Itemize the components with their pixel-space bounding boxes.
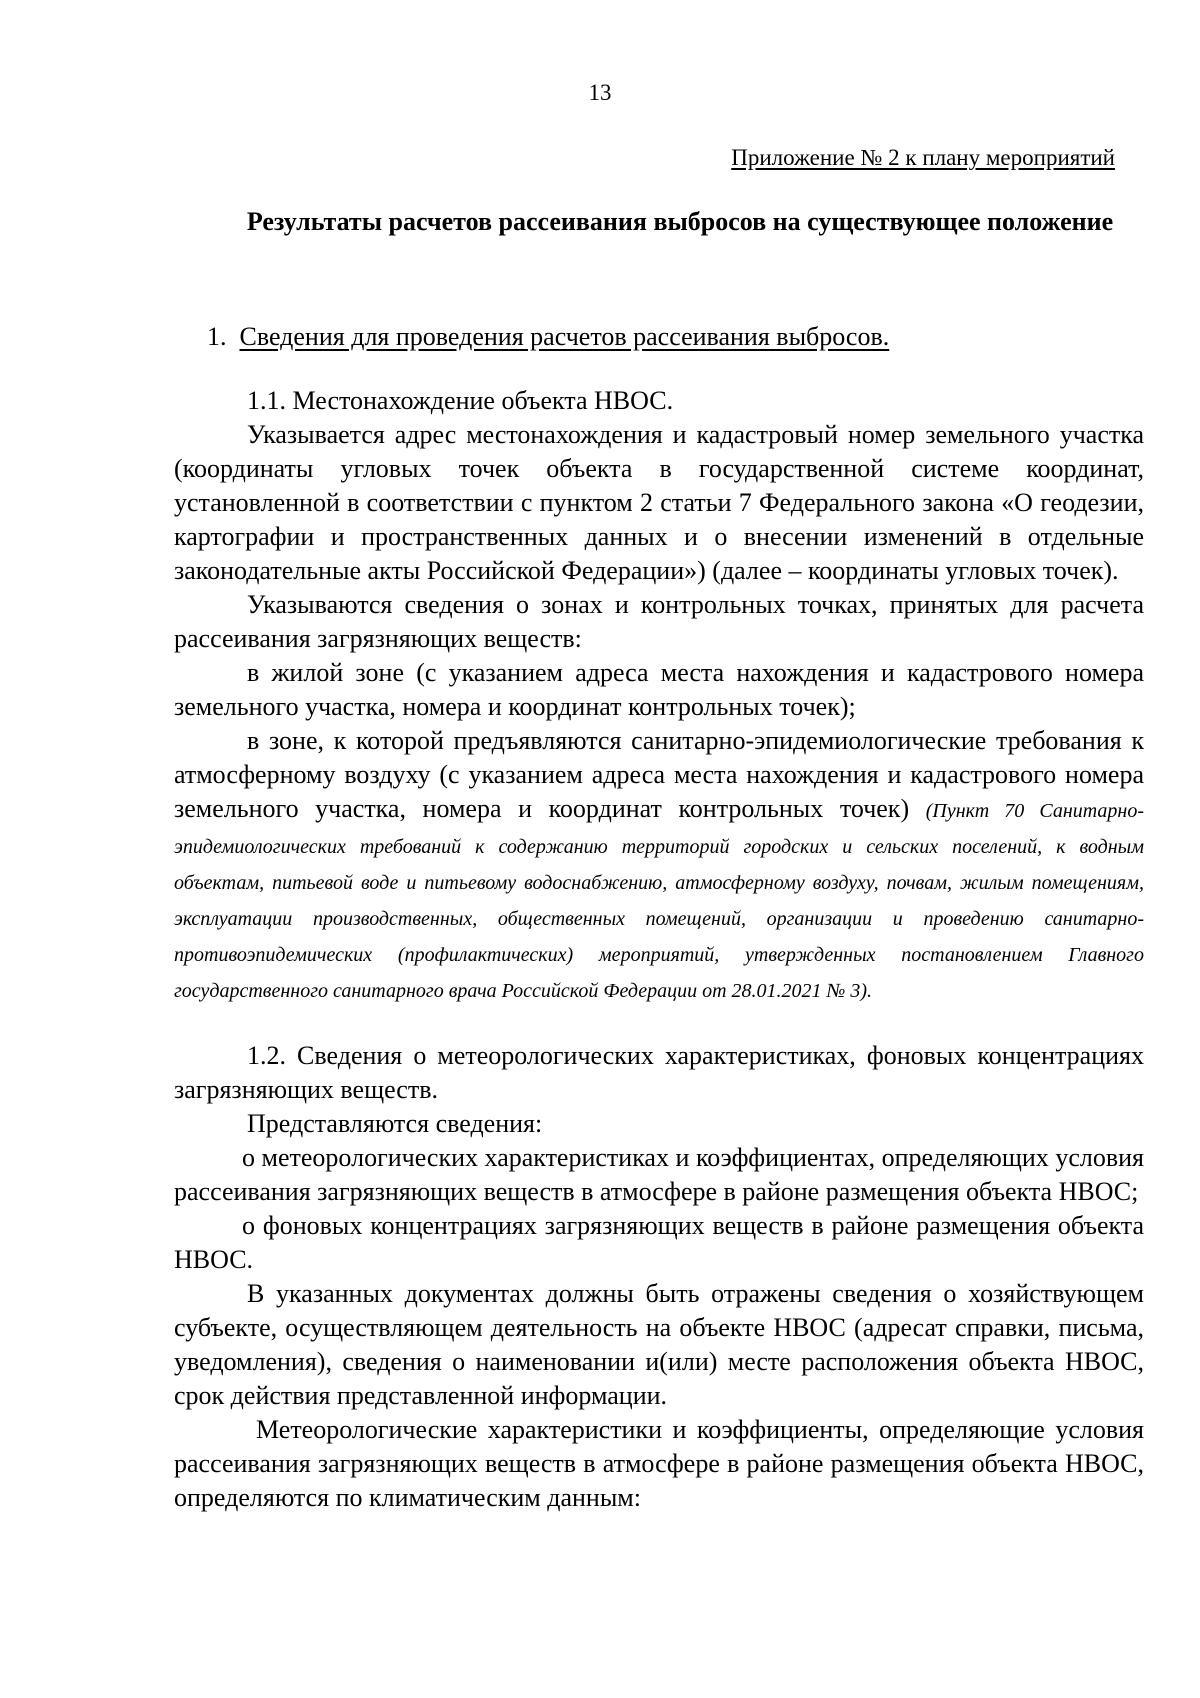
annex-label: Приложение № 2 к плану мероприятий: [731, 145, 1115, 170]
subsection-1-2-heading: 1.2. Сведения о метеорологических характеристиках, фоновых концентрациях загрязняющих веществ.: [174, 1041, 1144, 1104]
paragraph-provided-info: Представляются сведения:: [247, 1109, 543, 1138]
sanitary-zone-text: в зоне, к которой предъявляются санитарно-эпидемиологические требования к атмосферному воздуху (с указанием адреса места нахождения и кадастрового номера земельного участка, номера и координат контрольных точек): [174, 726, 1144, 823]
section-1-heading: [207, 320, 889, 354]
document-title: Результаты расчетов рассеивания выбросов на существующее положение: [246, 207, 1114, 236]
paragraph-meteorological: о метеорологических характеристиках и коэффициентах, определяющих условия рассеивания загрязняющих веществ в атмосфере в районе размещения объекта НВОС;: [174, 1143, 1144, 1206]
paragraph-zones: Указываются сведения о зонах и контрольных точках, принятых для расчета рассеивания загрязняющих веществ:: [174, 590, 1144, 653]
subsection-1-1-heading: 1.1. Местонахождение объекта НВОС.: [247, 386, 674, 415]
body-text: [174, 384, 1144, 1515]
section-1-number: 1.: [207, 322, 227, 351]
paragraph-sanitary-zone: [174, 724, 1144, 1008]
paragraph-address: Указывается адрес местонахождения и кадастровый номер земельного участка (координаты угловых точек объекта в государственной системе координат, установленной в соответствии с пунктом 2 статьи 7 Федерального закона «О геодезии, картографии и пространственных данных и о внесении изменений в отдельные законодательные акты Российской Федерации») (далее – координаты угловых точек).: [174, 420, 1144, 585]
section-1-title: Сведения для проведения расчетов рассеивания выбросов.: [239, 322, 890, 351]
paragraph-residential-zone: в жилой зоне (с указанием адреса места нахождения и кадастрового номера земельного участка, номера и координат контрольных точек);: [174, 658, 1144, 721]
section-spacer: [174, 1008, 1144, 1039]
paragraph-climatic-data: Метеорологические характеристики и коэффициенты, определяющие условия рассеивания загрязняющих веществ в атмосфере в районе размещения объекта НВОС, определяются по климатическим данным:: [174, 1415, 1144, 1512]
legal-reference-note: (Пункт 70 Санитарно-эпидемиологических требований к содержанию территорий городских и сельских поселений, к водным объектам, питьевой воде и питьевому водоснабжению, атмосферному воздуху, почвам, жилым помещениям, эксплуатации производственных, общественных помещений, организации и проведению санитарно-противоэпидемических (профилактических) мероприятий, утвержденных постановлением Главного государственного санитарного врача Российской Федерации от 28.01.2021 № 3).: [174, 800, 1145, 1002]
paragraph-documents: В указанных документах должны быть отражены сведения о хозяйствующем субъекте, осуществляющем деятельность на объекте НВОС (адресат справки, письма, уведомления), сведения о наименовании и(или) месте расположения объекта НВОС, срок действия представленной информации.: [174, 1279, 1144, 1410]
paragraph-background-concentrations: о фоновых концентрациях загрязняющих веществ в районе размещения объекта НВОС.: [174, 1211, 1144, 1274]
page-number: 13: [588, 80, 612, 105]
